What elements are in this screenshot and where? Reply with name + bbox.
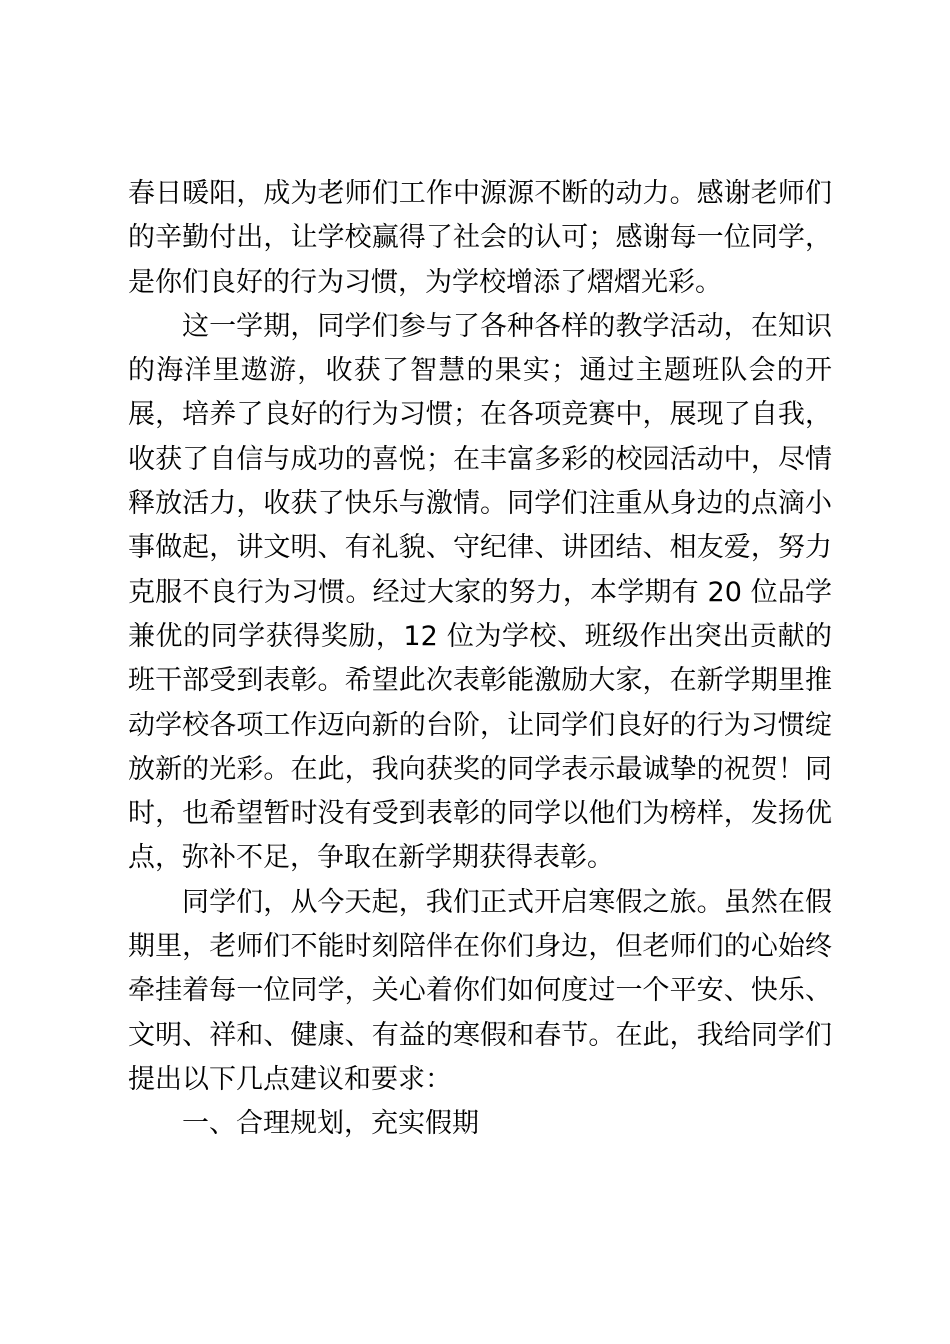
section-heading: 一、合理规划，充实假期 [182,1108,479,1140]
paragraph-continuation: 春日暖阳，成为老师们工作中源源不断的动力。感谢老师们的辛勤付出，让学校赢得了社会的认可；感谢每一位同学，是你们良好的行为习惯，为学校增添了熠熠光彩。 [128,178,832,298]
paragraph-semester-summary: 这一学期，同学们参与了各种各样的教学活动，在知识的海洋里遨游，收获了智慧的果实；通过主题班队会的开展，培养了良好的行为习惯；在各项竞赛中，展现了自我，收获了自信与成功的喜悦；在丰富多彩的校园活动中，尽情释放活力，收获了快乐与激情。同学们注重从身边的点滴小事做起，讲文明、有礼貌、守纪律、讲团结、相友爱，努力克服不良行为习惯。经过大家的努力，本学期有 20 位品学兼优的同学获得奖励，12 位为学校、班级作出突出贡献的班干部受到表彰。希望此次表彰能激励大家，在新学期里推动学校各项工作迈向新的台阶，让同学们良好的行为习惯绽放新的光彩。在此，我向获奖的同学表示最诚挚的祝贺！同时，也希望暂时没有受到表彰的同学以他们为榜样，发扬优点，弥补不足，争取在新学期获得表彰。 [128,310,832,874]
paragraph-winter-break: 同学们，从今天起，我们正式开启寒假之旅。虽然在假期里，老师们不能时刻陪伴在你们身边，但老师们的心始终牵挂着每一位同学，关心着你们如何度过一个平安、快乐、文明、祥和、健康、有益的寒假和春节。在此，我给同学们提出以下几点建议和要求： [128,886,832,1095]
document-body [128,172,832,1147]
